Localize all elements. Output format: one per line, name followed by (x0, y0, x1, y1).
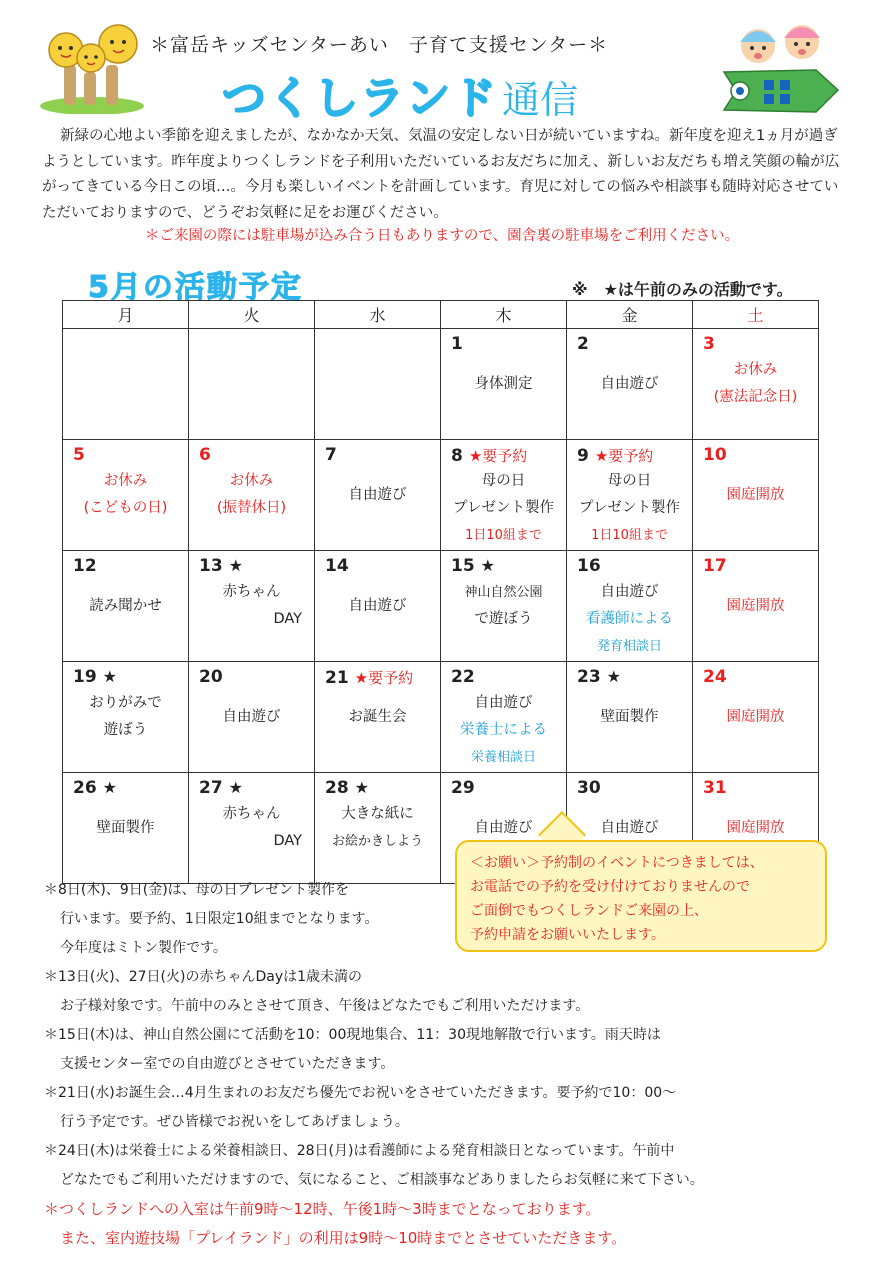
activity-text: 遊ぼう (103, 722, 148, 738)
day-number: 2 (577, 334, 589, 354)
activity-text: (振替休日) (216, 500, 287, 516)
day-activities (63, 593, 188, 620)
calendar-day-cell (189, 773, 315, 884)
day-number: 7 (325, 445, 337, 465)
calendar-day-cell (315, 773, 441, 884)
activity-text: 壁面製作 (600, 709, 659, 725)
calendar-day-cell (315, 662, 441, 773)
day-number: 19 (73, 667, 97, 687)
note-line: 今年度はミトン製作です。 (60, 940, 227, 956)
activity-text: 自由遊び (222, 709, 281, 725)
activity-text: 園庭開放 (726, 487, 785, 503)
day-activities (567, 579, 692, 660)
schedule-calendar (62, 300, 819, 884)
day-header (199, 667, 223, 687)
day-activities (693, 482, 818, 509)
day-header (577, 556, 601, 576)
calendar-day-cell (567, 329, 693, 440)
day-number: 31 (703, 778, 727, 798)
reservation-label: 要予約 (368, 669, 414, 687)
day-number: 30 (577, 778, 601, 798)
day-header (73, 667, 117, 687)
reservation-badge (469, 447, 527, 465)
day-header (577, 445, 653, 466)
activity-text: プレゼント製作 (453, 500, 554, 516)
calendar-day-cell (441, 440, 567, 551)
title-main: つくしランド (222, 73, 498, 124)
activity-text: DAY (273, 833, 302, 849)
morning-star-icon: ★ (228, 778, 244, 797)
activity-text: 母の日 (607, 473, 652, 489)
day-number: 14 (325, 556, 349, 576)
day-activities (63, 690, 188, 744)
calendar-day-cell (693, 662, 819, 773)
calendar-day-cell (693, 440, 819, 551)
koinobori-children-icon (716, 12, 842, 120)
activity-text: 看護師による (586, 611, 673, 627)
activity-text: で遊ぼう (474, 611, 533, 627)
day-number: 21 (325, 668, 349, 688)
day-activities (189, 704, 314, 731)
day-header (451, 667, 475, 687)
day-header (199, 778, 243, 798)
weekday-header: 火 (189, 301, 315, 329)
day-activities (189, 579, 314, 633)
weekday-header: 水 (315, 301, 441, 329)
weekday-header: 月 (63, 301, 189, 329)
day-number: 22 (451, 667, 475, 687)
day-number: 12 (73, 556, 97, 576)
calendar-day-cell (189, 662, 315, 773)
calendar-day-cell (567, 662, 693, 773)
activity-text: 自由遊び (600, 820, 659, 836)
activity-text: 栄養相談日 (470, 750, 536, 765)
day-header (325, 556, 349, 576)
note-line: どなたでもご利用いただけますので、気になること、ご相談事などありましたらお気軽に来て下さい。 (60, 1172, 704, 1188)
day-activities (189, 801, 314, 855)
activity-text: 自由遊び (474, 820, 533, 836)
morning-star-icon: ★ (354, 778, 370, 797)
activity-text: お絵かきしよう (331, 834, 423, 849)
activity-text: おりがみで (89, 695, 162, 711)
day-number: 10 (703, 445, 727, 465)
day-number: 24 (703, 667, 727, 687)
day-activities (189, 468, 314, 522)
activity-text: プレゼント製作 (579, 500, 680, 516)
day-number: 29 (451, 778, 475, 798)
activity-text: 壁面製作 (96, 820, 155, 836)
reservation-star-icon: ★ (468, 447, 483, 465)
weekday-header: 金 (567, 301, 693, 329)
calendar-day-cell (315, 551, 441, 662)
day-number: 23 (577, 667, 601, 687)
request-line: 予約申請をお願いいたします。 (470, 927, 665, 943)
day-number: 26 (73, 778, 97, 798)
day-number: 13 (199, 556, 223, 576)
activity-text: 赤ちゃん (222, 806, 281, 822)
day-activities (567, 468, 692, 549)
calendar-week-row (63, 329, 819, 440)
day-header (703, 667, 727, 687)
morning-only-note: ※ ★は午前のみの活動です。 (572, 280, 793, 299)
note-line: ＊24日(木)は栄養士による栄養相談日、28日(月)は看護師による発育相談日となっています。午前中 (44, 1143, 675, 1159)
note-line: ＊15日(木)は、神山自然公園にて活動を10：00現地集合、11：30現地解散で行います。雨天時は (44, 1027, 661, 1043)
calendar-day-cell (693, 551, 819, 662)
day-header (703, 334, 715, 354)
activity-text: 読み聞かせ (89, 598, 162, 614)
activity-text: 発育相談日 (596, 639, 662, 654)
reservation-badge (595, 447, 653, 465)
day-number: 1 (451, 334, 463, 354)
calendar-day-cell (63, 329, 189, 440)
day-number: 8 (451, 446, 463, 466)
activity-text: 園庭開放 (726, 598, 785, 614)
center-subtitle: ＊富岳キッズセンターあい 子育て支援センター＊ (150, 34, 609, 56)
day-number: 27 (199, 778, 223, 798)
morning-star-icon: ★ (102, 667, 118, 686)
calendar-day-cell (63, 440, 189, 551)
calendar-day-cell (189, 551, 315, 662)
activity-text: 神山自然公園 (464, 585, 543, 600)
calendar-day-cell (441, 329, 567, 440)
morning-star-icon: ★ (228, 556, 244, 575)
day-header (577, 667, 621, 687)
day-activities (63, 815, 188, 842)
note-line: 支援センター室での自由遊びとさせていただきます。 (60, 1056, 395, 1072)
calendar-day-cell (693, 329, 819, 440)
activity-text: 赤ちゃん (222, 584, 281, 600)
reservation-label: 要予約 (608, 447, 654, 465)
day-activities (441, 468, 566, 549)
newsletter-title (222, 62, 578, 126)
calendar-day-cell (63, 551, 189, 662)
calendar-day-cell (63, 773, 189, 884)
day-header (451, 445, 527, 466)
calendar-day-cell (315, 329, 441, 440)
activity-text: DAY (273, 611, 302, 627)
activity-text: 自由遊び (348, 487, 407, 503)
day-activities (567, 371, 692, 398)
calendar-day-cell (441, 551, 567, 662)
note-line: ＊8日(木)、9日(金)は、母の日プレゼント製作を (44, 882, 350, 898)
day-header (199, 556, 243, 576)
calendar-week-row (63, 440, 819, 551)
calendar-day-cell (567, 440, 693, 551)
title-sub: 通信 (502, 78, 579, 122)
weekday-header: 土 (693, 301, 819, 329)
activity-text: お休み (229, 473, 274, 489)
day-activities (567, 815, 692, 842)
activity-text: お休み (733, 362, 778, 378)
day-header (325, 778, 369, 798)
activity-text: 園庭開放 (726, 820, 785, 836)
activity-text: 1日10組まで (591, 528, 668, 543)
reservation-label: 要予約 (482, 447, 528, 465)
schedule-heading: 5月の活動予定 (88, 270, 303, 305)
day-header (451, 334, 463, 354)
day-activities (693, 357, 818, 411)
activity-text: 栄養士による (460, 722, 547, 738)
event-notes (44, 876, 844, 1253)
day-activities (693, 593, 818, 620)
calendar-day-cell (189, 440, 315, 551)
calendar-day-cell (315, 440, 441, 551)
reservation-badge (355, 669, 413, 687)
request-line: ＜お願い＞予約制のイベントにつきましては、 (470, 855, 764, 871)
day-number: 17 (703, 556, 727, 576)
activity-text: 1日10組まで (465, 528, 542, 543)
day-activities (441, 579, 566, 633)
calendar-week-row (63, 662, 819, 773)
day-header (703, 556, 727, 576)
note-line: 行います。要予約、1日限定10組までとなります。 (60, 911, 379, 927)
day-header (199, 445, 211, 465)
day-header (325, 445, 337, 465)
day-header (73, 778, 117, 798)
note-line: 行う予定です。ぜひ皆様でお祝いをしてあげましょう。 (60, 1114, 409, 1130)
reservation-star-icon: ★ (594, 447, 609, 465)
hours-note: また、室内遊技場「プレイランド」の利用は9時～10時までとさせていただきます。 (60, 1229, 627, 1247)
morning-star-icon: ★ (480, 556, 496, 575)
weekday-header-row (63, 301, 819, 329)
calendar-day-cell (189, 329, 315, 440)
activity-text: 自由遊び (474, 695, 533, 711)
reservation-star-icon: ★ (354, 669, 369, 687)
day-header (451, 556, 495, 576)
parking-note: ＊ご来園の際には駐車場が込み合う日もありますので、園舎裏の駐車場をご利用ください。 (144, 228, 740, 244)
day-number: 6 (199, 445, 211, 465)
activity-text: (憲法記念日) (713, 389, 798, 405)
notes-list (44, 876, 844, 1195)
activity-text: 自由遊び (600, 584, 659, 600)
day-number: 3 (703, 334, 715, 354)
tsukushi-character-icon (36, 10, 148, 114)
day-header (703, 445, 727, 465)
activity-text: お休み (103, 473, 148, 489)
day-header (73, 556, 97, 576)
calendar-day-cell (441, 662, 567, 773)
morning-star-icon: ★ (102, 778, 118, 797)
morning-star-icon: ★ (606, 667, 622, 686)
note-line: お子様対象です。午前中のみとさせて頂き、午後はどなたでもご利用いただけます。 (60, 998, 590, 1014)
day-activities (315, 801, 440, 855)
day-header (325, 667, 413, 688)
request-line: お電話での予約を受け付けておりませんので (470, 879, 750, 895)
day-number: 16 (577, 556, 601, 576)
day-activities (63, 468, 188, 522)
day-activities (315, 593, 440, 620)
day-activities (441, 690, 566, 771)
activity-text: お誕生会 (348, 709, 407, 725)
day-activities (693, 815, 818, 842)
day-activities (441, 371, 566, 398)
day-header (73, 445, 85, 465)
day-header (703, 778, 727, 798)
day-activities (693, 704, 818, 731)
day-activities (315, 482, 440, 509)
day-number: 5 (73, 445, 85, 465)
day-number: 20 (199, 667, 223, 687)
day-header (577, 778, 601, 798)
day-number: 28 (325, 778, 349, 798)
intro-paragraph: 新緑の心地よい季節を迎えましたが、なかなか天気、気温の安定しない日が続いていますね。新年度を迎え1ヵ月が過ぎようとしています。昨年度よりつくしランドを子利用いただいているお友だちに加え、新しいお友だちも増え笑顔の輪が広がってきている今日この頃…。今月も楽しいイベントを計画しています。育児に対しての悩みや相談事も随時対応させていただいておりますので、どうぞお気軽に足をお運びください。 (42, 128, 840, 221)
calendar-day-cell (63, 662, 189, 773)
calendar-week-row (63, 551, 819, 662)
hours-note: ＊つくしランドへの入室は午前9時～12時、午後1時～3時までとなっております。 (44, 1200, 601, 1218)
activity-text: 自由遊び (600, 376, 659, 392)
day-number: 9 (577, 446, 589, 466)
day-header (451, 778, 475, 798)
activity-text: 身体測定 (474, 376, 533, 392)
activity-text: (こどもの日) (83, 500, 168, 516)
day-activities (567, 704, 692, 731)
activity-text: 自由遊び (348, 598, 407, 614)
activity-text: 大きな紙に (341, 806, 414, 822)
note-line: ＊13日(火)、27日(火)の赤ちゃんDayは1歳未満の (44, 969, 363, 985)
calendar-body (63, 329, 819, 884)
day-number: 15 (451, 556, 475, 576)
day-header (577, 334, 589, 354)
request-line: ご面倒でもつくしランドご来園の上、 (470, 903, 708, 919)
day-activities (315, 704, 440, 731)
activity-text: 母の日 (481, 473, 526, 489)
calendar-day-cell (567, 551, 693, 662)
weekday-header: 木 (441, 301, 567, 329)
note-line: ＊21日(水)お誕生会…4月生まれのお友だち優先でお祝いをさせていただきます。要予約で10：00～ (44, 1085, 677, 1101)
activity-text: 園庭開放 (726, 709, 785, 725)
